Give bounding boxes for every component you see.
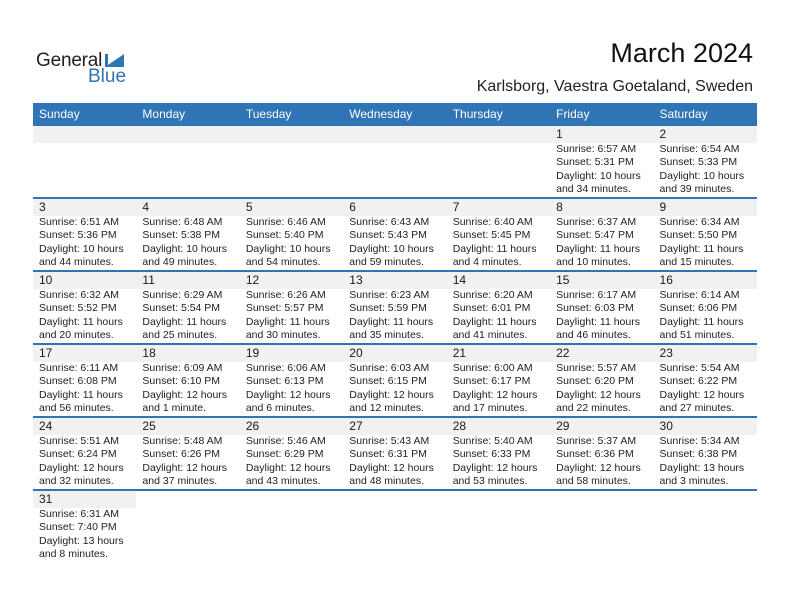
day-cell: [240, 199, 343, 270]
sunrise-text: Sunrise: 5:34 AM: [659, 435, 740, 447]
sunset-text: Sunset: 6:26 PM: [142, 448, 221, 461]
daylight-minutes-text: and 22 minutes.: [556, 402, 631, 415]
daylight-minutes-text: and 48 minutes.: [349, 475, 424, 488]
day-cell: [136, 272, 239, 343]
sunset-text: Sunset: 6:36 PM: [556, 448, 634, 461]
daylight-text: Daylight: 10 hours: [39, 242, 124, 255]
day-number: 16: [659, 273, 673, 287]
page-title: March 2024: [610, 38, 753, 68]
daylight-text: Daylight: 11 hours: [142, 315, 227, 328]
day-cell: [240, 345, 343, 416]
daylight-text: Daylight: 12 hours: [142, 388, 228, 401]
sunrise-text: Sunrise: 6:51 AM: [39, 216, 119, 228]
logo-word-general: General: [36, 50, 103, 71]
daylight-minutes-text: and 49 minutes.: [142, 256, 218, 269]
daylight-text: Daylight: 13 hours: [659, 461, 745, 474]
sunset-text: Sunset: 5:31 PM: [556, 156, 634, 169]
sunrise-text: Sunrise: 6:37 AM: [556, 216, 637, 228]
daylight-minutes-text: and 39 minutes.: [659, 183, 735, 196]
sunset-text: Sunset: 6:29 PM: [245, 448, 324, 461]
sunrise-text: Sunrise: 6:40 AM: [452, 216, 533, 228]
weekday-wednesday: Wednesday: [349, 107, 413, 121]
day-number: 29: [556, 419, 570, 433]
day-cell: [654, 126, 757, 197]
daylight-text: Daylight: 12 hours: [39, 461, 124, 474]
day-number: 24: [39, 419, 53, 433]
day-cell: [33, 199, 136, 270]
daylight-text: Daylight: 11 hours: [452, 315, 537, 328]
day-number: 10: [39, 273, 53, 287]
daylight-text: Daylight: 12 hours: [245, 388, 331, 401]
week-row: [33, 199, 757, 272]
daylight-minutes-text: and 1 minute.: [142, 402, 207, 415]
sunrise-text: Sunrise: 6:11 AM: [39, 362, 119, 374]
daylight-text: Daylight: 10 hours: [245, 242, 331, 255]
sunset-text: Sunset: 6:13 PM: [245, 375, 324, 388]
daylight-minutes-text: and 32 minutes.: [39, 475, 114, 488]
sunrise-text: Sunrise: 5:57 AM: [556, 362, 637, 374]
daylight-minutes-text: and 30 minutes.: [245, 329, 321, 342]
sunrise-text: Sunrise: 5:37 AM: [556, 435, 637, 447]
day-cell: [33, 345, 136, 416]
sunset-text: Sunset: 5:47 PM: [556, 229, 634, 242]
day-number: 7: [452, 200, 460, 214]
day-cell: [550, 126, 653, 197]
daylight-minutes-text: and 58 minutes.: [556, 475, 631, 488]
day-cell: [33, 272, 136, 343]
sunrise-text: Sunrise: 6:54 AM: [659, 143, 740, 155]
day-number: 28: [452, 419, 467, 433]
sunset-text: Sunset: 6:01 PM: [452, 302, 531, 315]
sunset-text: Sunset: 5:36 PM: [39, 229, 117, 242]
daylight-text: Daylight: 11 hours: [349, 315, 434, 328]
sunset-text: Sunset: 5:54 PM: [142, 302, 221, 315]
daylight-minutes-text: and 56 minutes.: [39, 402, 114, 415]
day-number: 20: [349, 346, 363, 360]
sunset-text: Sunset: 6:06 PM: [659, 302, 738, 315]
daylight-text: Daylight: 13 hours: [39, 534, 124, 547]
daylight-text: Daylight: 12 hours: [452, 461, 538, 474]
sunrise-text: Sunrise: 5:43 AM: [349, 435, 430, 447]
daylight-minutes-text: and 59 minutes.: [349, 256, 424, 269]
day-number: 22: [556, 346, 570, 360]
sunset-text: Sunset: 5:52 PM: [39, 302, 117, 315]
sunset-text: Sunset: 6:33 PM: [452, 448, 531, 461]
day-cell: [447, 491, 550, 564]
daylight-minutes-text: and 17 minutes.: [452, 402, 528, 415]
sunset-text: Sunset: 6:15 PM: [349, 375, 427, 388]
day-cell: [136, 199, 239, 270]
day-cell: [654, 272, 757, 343]
sunset-text: Sunset: 5:33 PM: [659, 156, 738, 169]
daylight-minutes-text: and 27 minutes.: [659, 402, 735, 415]
sunset-text: Sunset: 6:31 PM: [349, 448, 427, 461]
daylight-minutes-text: and 46 minutes.: [556, 329, 631, 342]
weekday-thursday: Thursday: [452, 107, 503, 121]
daylight-minutes-text: and 6 minutes.: [245, 402, 315, 415]
daylight-minutes-text: and 43 minutes.: [245, 475, 321, 488]
day-number: [453, 126, 550, 143]
sunrise-text: Sunrise: 6:17 AM: [556, 289, 637, 301]
day-cell: [240, 491, 343, 564]
day-number: 15: [556, 273, 570, 287]
day-cell: [343, 345, 446, 416]
day-number: 31: [39, 492, 53, 506]
day-cell: [447, 418, 550, 489]
day-cell: [447, 199, 550, 270]
day-number: 1: [556, 127, 563, 141]
week-row: [33, 418, 757, 491]
day-number: 19: [245, 346, 260, 360]
sunrise-text: Sunrise: 6:48 AM: [142, 216, 223, 228]
daylight-text: Daylight: 11 hours: [556, 242, 640, 255]
day-number: 25: [142, 419, 156, 433]
sunset-text: Sunset: 5:57 PM: [245, 302, 324, 315]
daylight-minutes-text: and 34 minutes.: [556, 183, 631, 196]
daylight-text: Daylight: 11 hours: [659, 315, 744, 328]
daylight-minutes-text: and 20 minutes.: [39, 329, 114, 342]
daylight-text: Daylight: 10 hours: [556, 169, 641, 182]
sunrise-text: Sunrise: 6:34 AM: [659, 216, 740, 228]
sunset-text: Sunset: 6:03 PM: [556, 302, 634, 315]
day-number: 14: [452, 273, 467, 287]
sunset-text: Sunset: 6:17 PM: [452, 375, 531, 388]
daylight-text: Daylight: 12 hours: [556, 461, 641, 474]
day-cell: [343, 491, 446, 564]
daylight-text: Daylight: 10 hours: [142, 242, 228, 255]
sunrise-text: Sunrise: 6:32 AM: [39, 289, 119, 301]
week-row: [33, 272, 757, 345]
weekday-header-row: [33, 103, 757, 126]
day-cell: [654, 345, 757, 416]
daylight-text: Daylight: 12 hours: [659, 388, 745, 401]
day-number: 17: [39, 346, 53, 360]
sunset-text: Sunset: 6:22 PM: [659, 375, 738, 388]
day-number: 21: [452, 346, 467, 360]
day-cell: [33, 491, 136, 564]
daylight-text: Daylight: 10 hours: [349, 242, 434, 255]
day-cell: [550, 199, 653, 270]
sunrise-text: Sunrise: 6:14 AM: [659, 289, 740, 301]
sunrise-text: Sunrise: 6:23 AM: [349, 289, 430, 301]
daylight-minutes-text: and 37 minutes.: [142, 475, 218, 488]
daylight-minutes-text: and 15 minutes.: [659, 256, 735, 269]
day-number: [39, 126, 136, 143]
daylight-minutes-text: and 51 minutes.: [659, 329, 735, 342]
day-number: 13: [349, 273, 363, 287]
day-cell: [136, 491, 239, 564]
sunset-text: Sunset: 6:24 PM: [39, 448, 117, 461]
sunrise-text: Sunrise: 6:31 AM: [39, 508, 119, 520]
day-number: 9: [659, 200, 667, 214]
sunset-text: Sunset: 6:10 PM: [142, 375, 221, 388]
weekday-saturday: Saturday: [659, 107, 708, 121]
sunrise-text: Sunrise: 5:51 AM: [39, 435, 119, 447]
weeks-container: [33, 126, 757, 564]
daylight-text: Daylight: 12 hours: [556, 388, 641, 401]
sunrise-text: Sunrise: 6:46 AM: [245, 216, 326, 228]
day-cell: [550, 418, 653, 489]
daylight-minutes-text: and 53 minutes.: [452, 475, 528, 488]
day-cell: [550, 345, 653, 416]
daylight-text: Daylight: 12 hours: [349, 388, 434, 401]
sunrise-text: Sunrise: 6:03 AM: [349, 362, 430, 374]
day-number: 18: [142, 346, 156, 360]
daylight-minutes-text: and 44 minutes.: [39, 256, 114, 269]
sunset-text: Sunset: 5:43 PM: [349, 229, 427, 242]
day-number: 4: [142, 200, 150, 214]
daylight-minutes-text: and 41 minutes.: [452, 329, 528, 342]
daylight-minutes-text: and 4 minutes.: [452, 256, 522, 269]
day-cell: [33, 418, 136, 489]
sunset-text: Sunset: 6:20 PM: [556, 375, 634, 388]
week-row: [33, 345, 757, 418]
sunrise-text: Sunrise: 6:29 AM: [142, 289, 223, 301]
daylight-text: Daylight: 11 hours: [39, 315, 123, 328]
daylight-text: Daylight: 11 hours: [556, 315, 640, 328]
day-cell: [654, 199, 757, 270]
location-subtitle: Karlsborg, Vaestra Goetaland, Sweden: [476, 78, 753, 95]
sunrise-text: Sunrise: 6:20 AM: [452, 289, 533, 301]
daylight-minutes-text: and 3 minutes.: [659, 475, 729, 488]
weekday-friday: Friday: [556, 107, 590, 121]
weekday-tuesday: Tuesday: [245, 107, 292, 121]
day-number: 12: [245, 273, 260, 287]
day-number: 2: [659, 127, 667, 141]
day-cell: [550, 491, 653, 564]
daylight-text: Daylight: 12 hours: [245, 461, 331, 474]
day-cell: [343, 126, 446, 197]
day-number: 8: [556, 200, 563, 214]
day-cell: [447, 272, 550, 343]
daylight-minutes-text: and 8 minutes.: [39, 548, 108, 561]
day-cell: [240, 418, 343, 489]
day-cell: [136, 418, 239, 489]
daylight-minutes-text: and 35 minutes.: [349, 329, 424, 342]
sunrise-text: Sunrise: 5:40 AM: [452, 435, 533, 447]
sunrise-text: Sunrise: 6:57 AM: [556, 143, 637, 155]
day-number: 30: [659, 419, 673, 433]
day-cell: [240, 272, 343, 343]
sunset-text: Sunset: 5:50 PM: [659, 229, 738, 242]
sunset-text: Sunset: 6:38 PM: [659, 448, 738, 461]
sunset-text: Sunset: 5:40 PM: [245, 229, 324, 242]
day-cell: [136, 345, 239, 416]
day-cell: [240, 126, 343, 197]
daylight-text: Daylight: 12 hours: [142, 461, 228, 474]
day-number: [349, 126, 446, 143]
sunset-text: Sunset: 6:08 PM: [39, 375, 117, 388]
sunrise-text: Sunrise: 6:26 AM: [245, 289, 326, 301]
daylight-text: Daylight: 12 hours: [349, 461, 434, 474]
day-number: 3: [39, 200, 46, 214]
daylight-text: Daylight: 11 hours: [659, 242, 744, 255]
day-cell: [136, 126, 239, 197]
calendar-grid: [33, 103, 757, 564]
sunrise-text: Sunrise: 5:46 AM: [245, 435, 326, 447]
daylight-text: Daylight: 10 hours: [659, 169, 745, 182]
sunrise-text: Sunrise: 6:43 AM: [349, 216, 430, 228]
sunrise-text: Sunrise: 6:09 AM: [142, 362, 223, 374]
day-cell: [654, 491, 757, 564]
day-cell: [447, 345, 550, 416]
sunrise-text: Sunrise: 5:54 AM: [659, 362, 740, 374]
generalblue-logo: [36, 50, 136, 90]
daylight-text: Daylight: 11 hours: [245, 315, 330, 328]
day-number: [142, 126, 239, 143]
sunset-text: Sunset: 5:45 PM: [452, 229, 531, 242]
sunrise-text: Sunrise: 6:06 AM: [245, 362, 326, 374]
day-number: 11: [142, 273, 155, 287]
sunset-text: Sunset: 7:40 PM: [39, 521, 117, 534]
daylight-text: Daylight: 11 hours: [39, 388, 123, 401]
logo-word-blue: Blue: [88, 66, 127, 87]
daylight-minutes-text: and 54 minutes.: [245, 256, 321, 269]
daylight-minutes-text: and 12 minutes.: [349, 402, 424, 415]
day-cell: [343, 418, 446, 489]
daylight-text: Daylight: 11 hours: [452, 242, 537, 255]
weekday-sunday: Sunday: [39, 107, 80, 121]
day-number: 27: [349, 419, 363, 433]
day-number: [246, 126, 343, 143]
day-cell: [343, 199, 446, 270]
week-row: [33, 491, 757, 564]
weekday-monday: Monday: [142, 107, 186, 121]
sunrise-text: Sunrise: 5:48 AM: [142, 435, 223, 447]
day-number: 5: [245, 200, 253, 214]
day-cell: [33, 126, 136, 197]
sunrise-text: Sunrise: 6:00 AM: [452, 362, 533, 374]
daylight-minutes-text: and 10 minutes.: [556, 256, 631, 269]
daylight-text: Daylight: 12 hours: [452, 388, 538, 401]
day-number: 6: [349, 200, 356, 214]
week-row: [33, 126, 757, 199]
sunset-text: Sunset: 5:59 PM: [349, 302, 427, 315]
day-number: 26: [245, 419, 260, 433]
day-cell: [343, 272, 446, 343]
day-cell: [447, 126, 550, 197]
day-cell: [550, 272, 653, 343]
daylight-minutes-text: and 25 minutes.: [142, 329, 218, 342]
sunset-text: Sunset: 5:38 PM: [142, 229, 221, 242]
day-number: 23: [659, 346, 673, 360]
day-cell: [654, 418, 757, 489]
